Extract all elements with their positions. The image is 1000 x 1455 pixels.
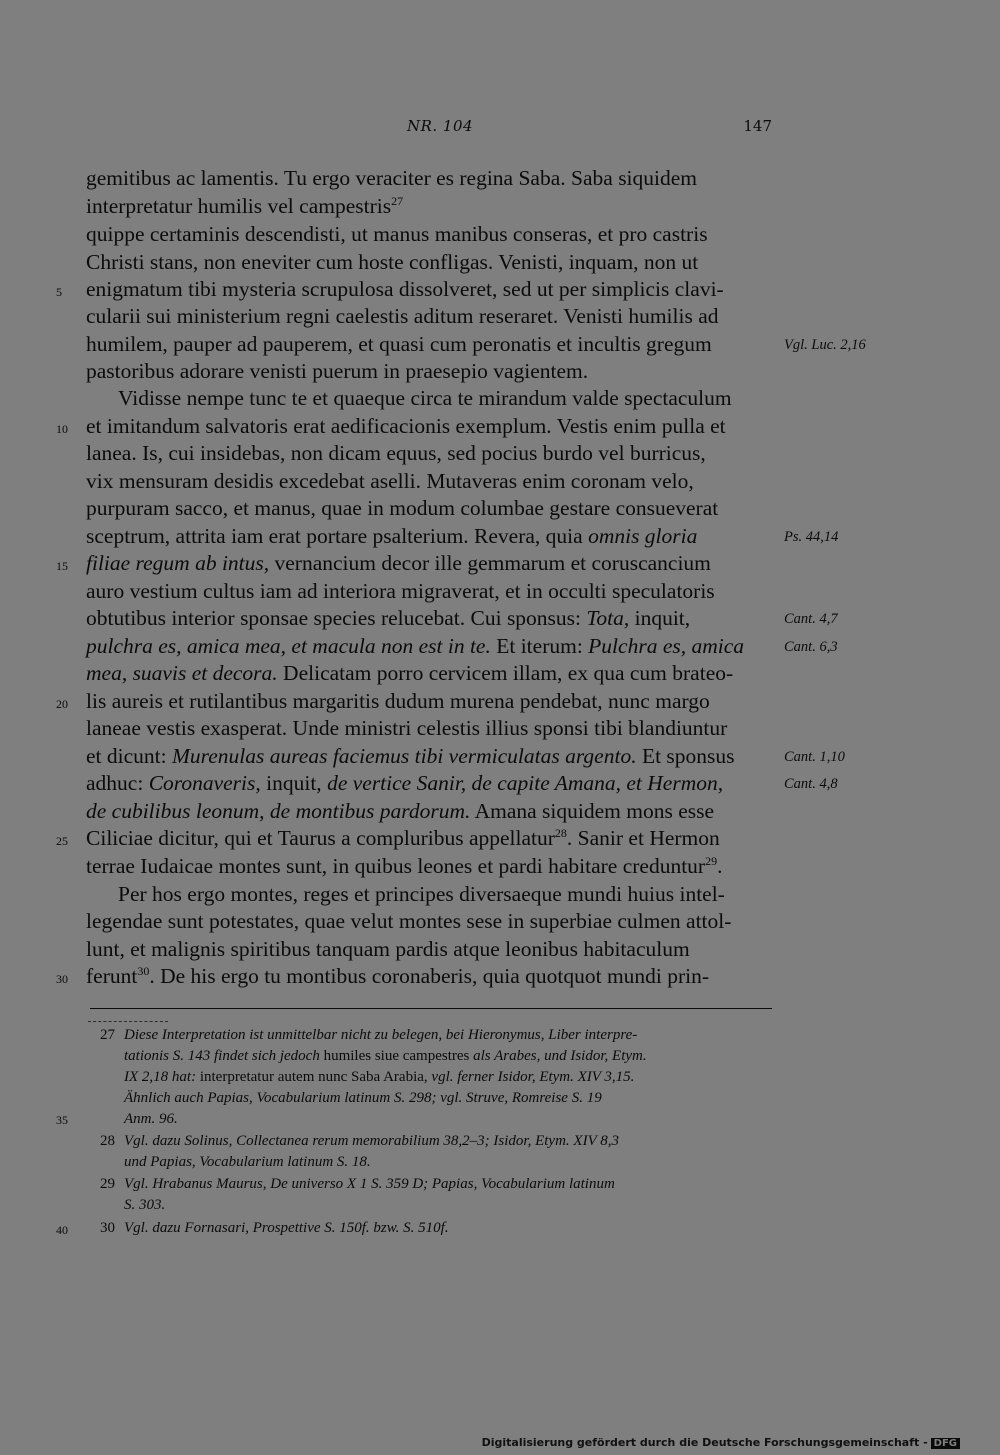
text-line: Per hos ergo montes, reges et principes diversaeque mundi huius intel- xyxy=(118,882,725,906)
line-number: 5 xyxy=(56,285,62,299)
footnote-separator xyxy=(90,1008,772,1009)
text-line: adhuc: Coronaveris, inquit, de vertice Sanir, de capite Amana, et Hermon, xyxy=(86,771,724,795)
footnote-mark: 27 xyxy=(391,193,404,208)
footnote-mark: 28 xyxy=(554,825,567,840)
page-number: 147 xyxy=(743,117,772,135)
line-number: 40 xyxy=(56,1223,68,1237)
text-line: quippe certaminis descendisti, ut manus manibus conseras, et pro castris xyxy=(86,222,708,246)
text-line: pastoribus adorare venisti puerum in praesepio vagientem. xyxy=(86,359,589,383)
text-line: filiae regum ab intus, vernancium decor ille gemmarum et coruscancium xyxy=(86,551,711,575)
dfg-logo: DFG xyxy=(931,1438,960,1449)
text-line: auro vestium cultus iam ad interiora migraverat, et in occulti speculatoris xyxy=(86,579,715,603)
text-line: mea, suavis et decora. Delicatam porro cervicem illam, ex qua cum brateo- xyxy=(86,661,734,685)
text-line: pulchra es, amica mea, et macula non est in te. Et iterum: Pulchra es, amica xyxy=(86,634,745,658)
margin-reference: Cant. 4,7 xyxy=(784,611,838,627)
text-line: humilem, pauper ad pauperem, et quasi cum peronatis et incultis gregum xyxy=(86,332,712,356)
text-line: obtutibus interior sponsae species relucebat. Cui sponsus: Tota, inquit, xyxy=(86,606,691,630)
text-line: lis aureis et rutilantibus margaritis dudum murena pendebat, nunc margo xyxy=(86,689,710,713)
text-line: lunt, et malignis spiritibus tanquam pardis atque leonibus habitaculum xyxy=(86,937,690,961)
text-line: vix mensuram desidis excedebat aselli. Mutaveras enim coronam velo, xyxy=(86,469,694,493)
text-line: sceptrum, attrita iam erat portare psalterium. Revera, quia omnis gloria xyxy=(86,524,698,548)
running-title: NR. 104 xyxy=(406,117,474,135)
margin-reference: Ps. 44,14 xyxy=(784,529,839,545)
line-number: 20 xyxy=(56,697,68,711)
line-number: 35 xyxy=(56,1113,68,1127)
margin-reference: Cant. 1,10 xyxy=(784,749,845,765)
text-line: enigmatum tibi mysteria scrupulosa dissolveret, sed ut per simplicis clavi- xyxy=(86,277,724,301)
text-line: et dicunt: Murenulas aureas faciemus tibi vermiculatas argento. Et sponsus xyxy=(86,744,735,768)
footnote-27: 27 Diese Interpretation ist unmittelbar nicht zu belegen, bei Hieronymus, Liber interpre- tationis S. 143 findet sich jedoch humiles siue campestres als Arabes, und Isidor, Etym. IX 2,18 hat: interpretatur autem nunc Saba Arabia, vgl. ferner Isidor, Etym. XIV 3,15. Ähnlich auch Papias, Vocabularium latinum S. 298; vgl. Struve, Romreise S. 19 Anm. 96. xyxy=(100,1027,647,1127)
text-line: interpretatur humilis vel campestris$^{27}$ xyxy=(86,193,404,218)
text-line: Ciliciae dicitur, qui et Taurus a compluribus appellatur$^{28}$. Sanir et Hermon xyxy=(86,825,720,850)
line-number: 10 xyxy=(56,422,68,436)
footnote-mark: 29 xyxy=(705,853,718,868)
footnote-29: 29 Vgl. Hrabanus Maurus, De universo X 1 S. 359 D; Papias, Vocabularium latinum S. 303. xyxy=(100,1176,615,1213)
text-line: ferunt$^{30}$. De his ergo tu montibus coronaberis, quia quotquot mundi prin- xyxy=(86,963,710,988)
footnote-number: 27 xyxy=(100,1027,115,1043)
footnote-number: 30 xyxy=(100,1220,115,1236)
text-line: terrae Iudaicae montes sunt, in quibus leones et pardi habitare creduntur$^{29}$. xyxy=(86,853,723,878)
text-line: et imitandum salvatoris erat aedificacionis exemplum. Vestis enim pulla et xyxy=(86,414,726,438)
margin-reference: Cant. 4,8 xyxy=(784,776,838,792)
text-line: gemitibus ac lamentis. Tu ergo veraciter es regina Saba. Saba siquidem xyxy=(86,166,698,190)
line-number: 25 xyxy=(56,834,68,848)
text-line: purpuram sacco, et manus, quae in modum columbae gestare consueverat xyxy=(86,496,719,520)
text-line: Christi stans, non eneviter cum hoste confligas. Venisti, inquam, non ut xyxy=(86,250,699,274)
text-line: de cubilibus leonum, de montibus pardorum. Amana siquidem mons esse xyxy=(86,799,715,823)
text-line: lanea. Is, cui insidebas, non dicam equus, sed pocius burdo vel burricus, xyxy=(86,441,706,465)
line-number: 15 xyxy=(56,559,68,573)
footnote-mark: 30 xyxy=(137,963,150,978)
footnote-28: 28 Vgl. dazu Solinus, Collectanea rerum memorabilium 38,2–3; Isidor, Etym. XIV 8,3 und Papias, Vocabularium latinum S. 18. xyxy=(100,1133,619,1170)
footnote-number: 28 xyxy=(100,1133,115,1149)
footnote-number: 29 xyxy=(100,1176,115,1192)
margin-reference: Vgl. Luc. 2,16 xyxy=(784,337,866,353)
text-line: Vidisse nempe tunc te et quaeque circa te mirandum valde spectaculum xyxy=(118,386,732,410)
text-line: legendae sunt potestates, quae velut montes sese in superbiae culmen attol- xyxy=(86,909,732,933)
footnote-30: 30 Vgl. dazu Fornasari, Prospettive S. 150f. bzw. S. 510f. xyxy=(100,1218,772,1239)
text-line: cularii sui ministerium regni caelestis aditum reseraret. Venisti humilis ad xyxy=(86,304,719,328)
line-number: 30 xyxy=(56,972,68,986)
margin-reference: Cant. 6,3 xyxy=(784,639,838,655)
footnote-separator-dash xyxy=(88,1021,168,1023)
digitization-credit: Digitalisierung gefördert durch die Deutsche Forschungsgemeinschaft - DFG xyxy=(482,1436,960,1449)
text-line: laneae vestis exasperat. Unde ministri celestis illius sponsi tibi blandiuntur xyxy=(86,716,728,740)
